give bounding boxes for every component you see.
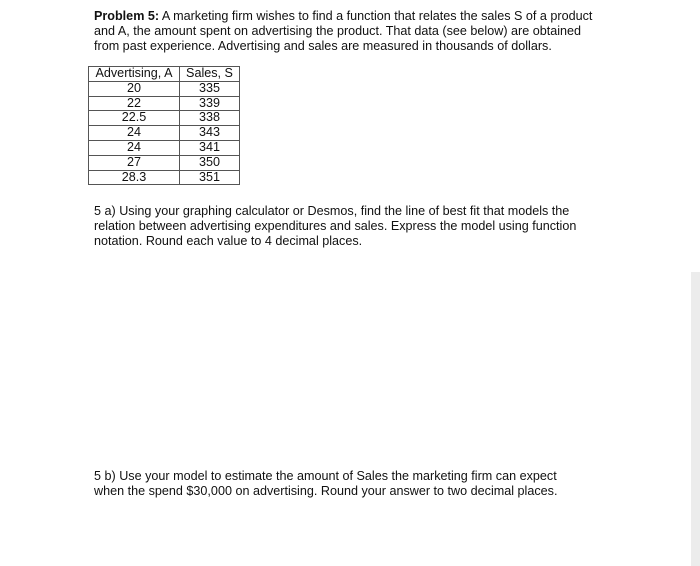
advertising-cell: 27 [89, 155, 180, 170]
sales-cell: 335 [180, 81, 240, 96]
sales-cell: 350 [180, 155, 240, 170]
advertising-cell: 24 [89, 140, 180, 155]
table-row [89, 155, 240, 170]
advertising-cell: 24 [89, 126, 180, 141]
sales-cell: 338 [180, 111, 240, 126]
question-5a: 5 a) Using your graphing calculator or Desmos, find the line of best fit that models the relation between advertising expenditures and sales. Express the model using function notation. Round each value to 4 decimal places. [94, 204, 577, 248]
data-table [88, 66, 240, 185]
header-advertising: Advertising, A [89, 67, 180, 82]
sales-cell: 341 [180, 140, 240, 155]
sales-cell: 351 [180, 170, 240, 185]
problem-label: Problem 5: [94, 9, 160, 23]
advertising-cell: 22.5 [89, 111, 180, 126]
table-row [89, 170, 240, 185]
table-row [89, 140, 240, 155]
page-edge-shadow [691, 272, 700, 566]
table-row [89, 111, 240, 126]
advertising-cell: 22 [89, 96, 180, 111]
table-row [89, 96, 240, 111]
table-header-row [89, 67, 240, 82]
advertising-cell: 20 [89, 81, 180, 96]
problem-statement [94, 9, 594, 54]
question-5b: 5 b) Use your model to estimate the amount of Sales the marketing firm can expect when the spend $30,000 on advertising. Round your answer to two decimal places. [94, 469, 558, 498]
table-row [89, 81, 240, 96]
table-row [89, 126, 240, 141]
problem-text: A marketing firm wishes to find a function that relates the sales S of a product and A, the amount spent on advertising the product. That data (see below) are obtained from past experience. Advertising and sales are measured in thousands of dollars. [94, 9, 593, 53]
advertising-cell: 28.3 [89, 170, 180, 185]
header-sales: Sales, S [180, 67, 240, 82]
sales-cell: 339 [180, 96, 240, 111]
sales-cell: 343 [180, 126, 240, 141]
